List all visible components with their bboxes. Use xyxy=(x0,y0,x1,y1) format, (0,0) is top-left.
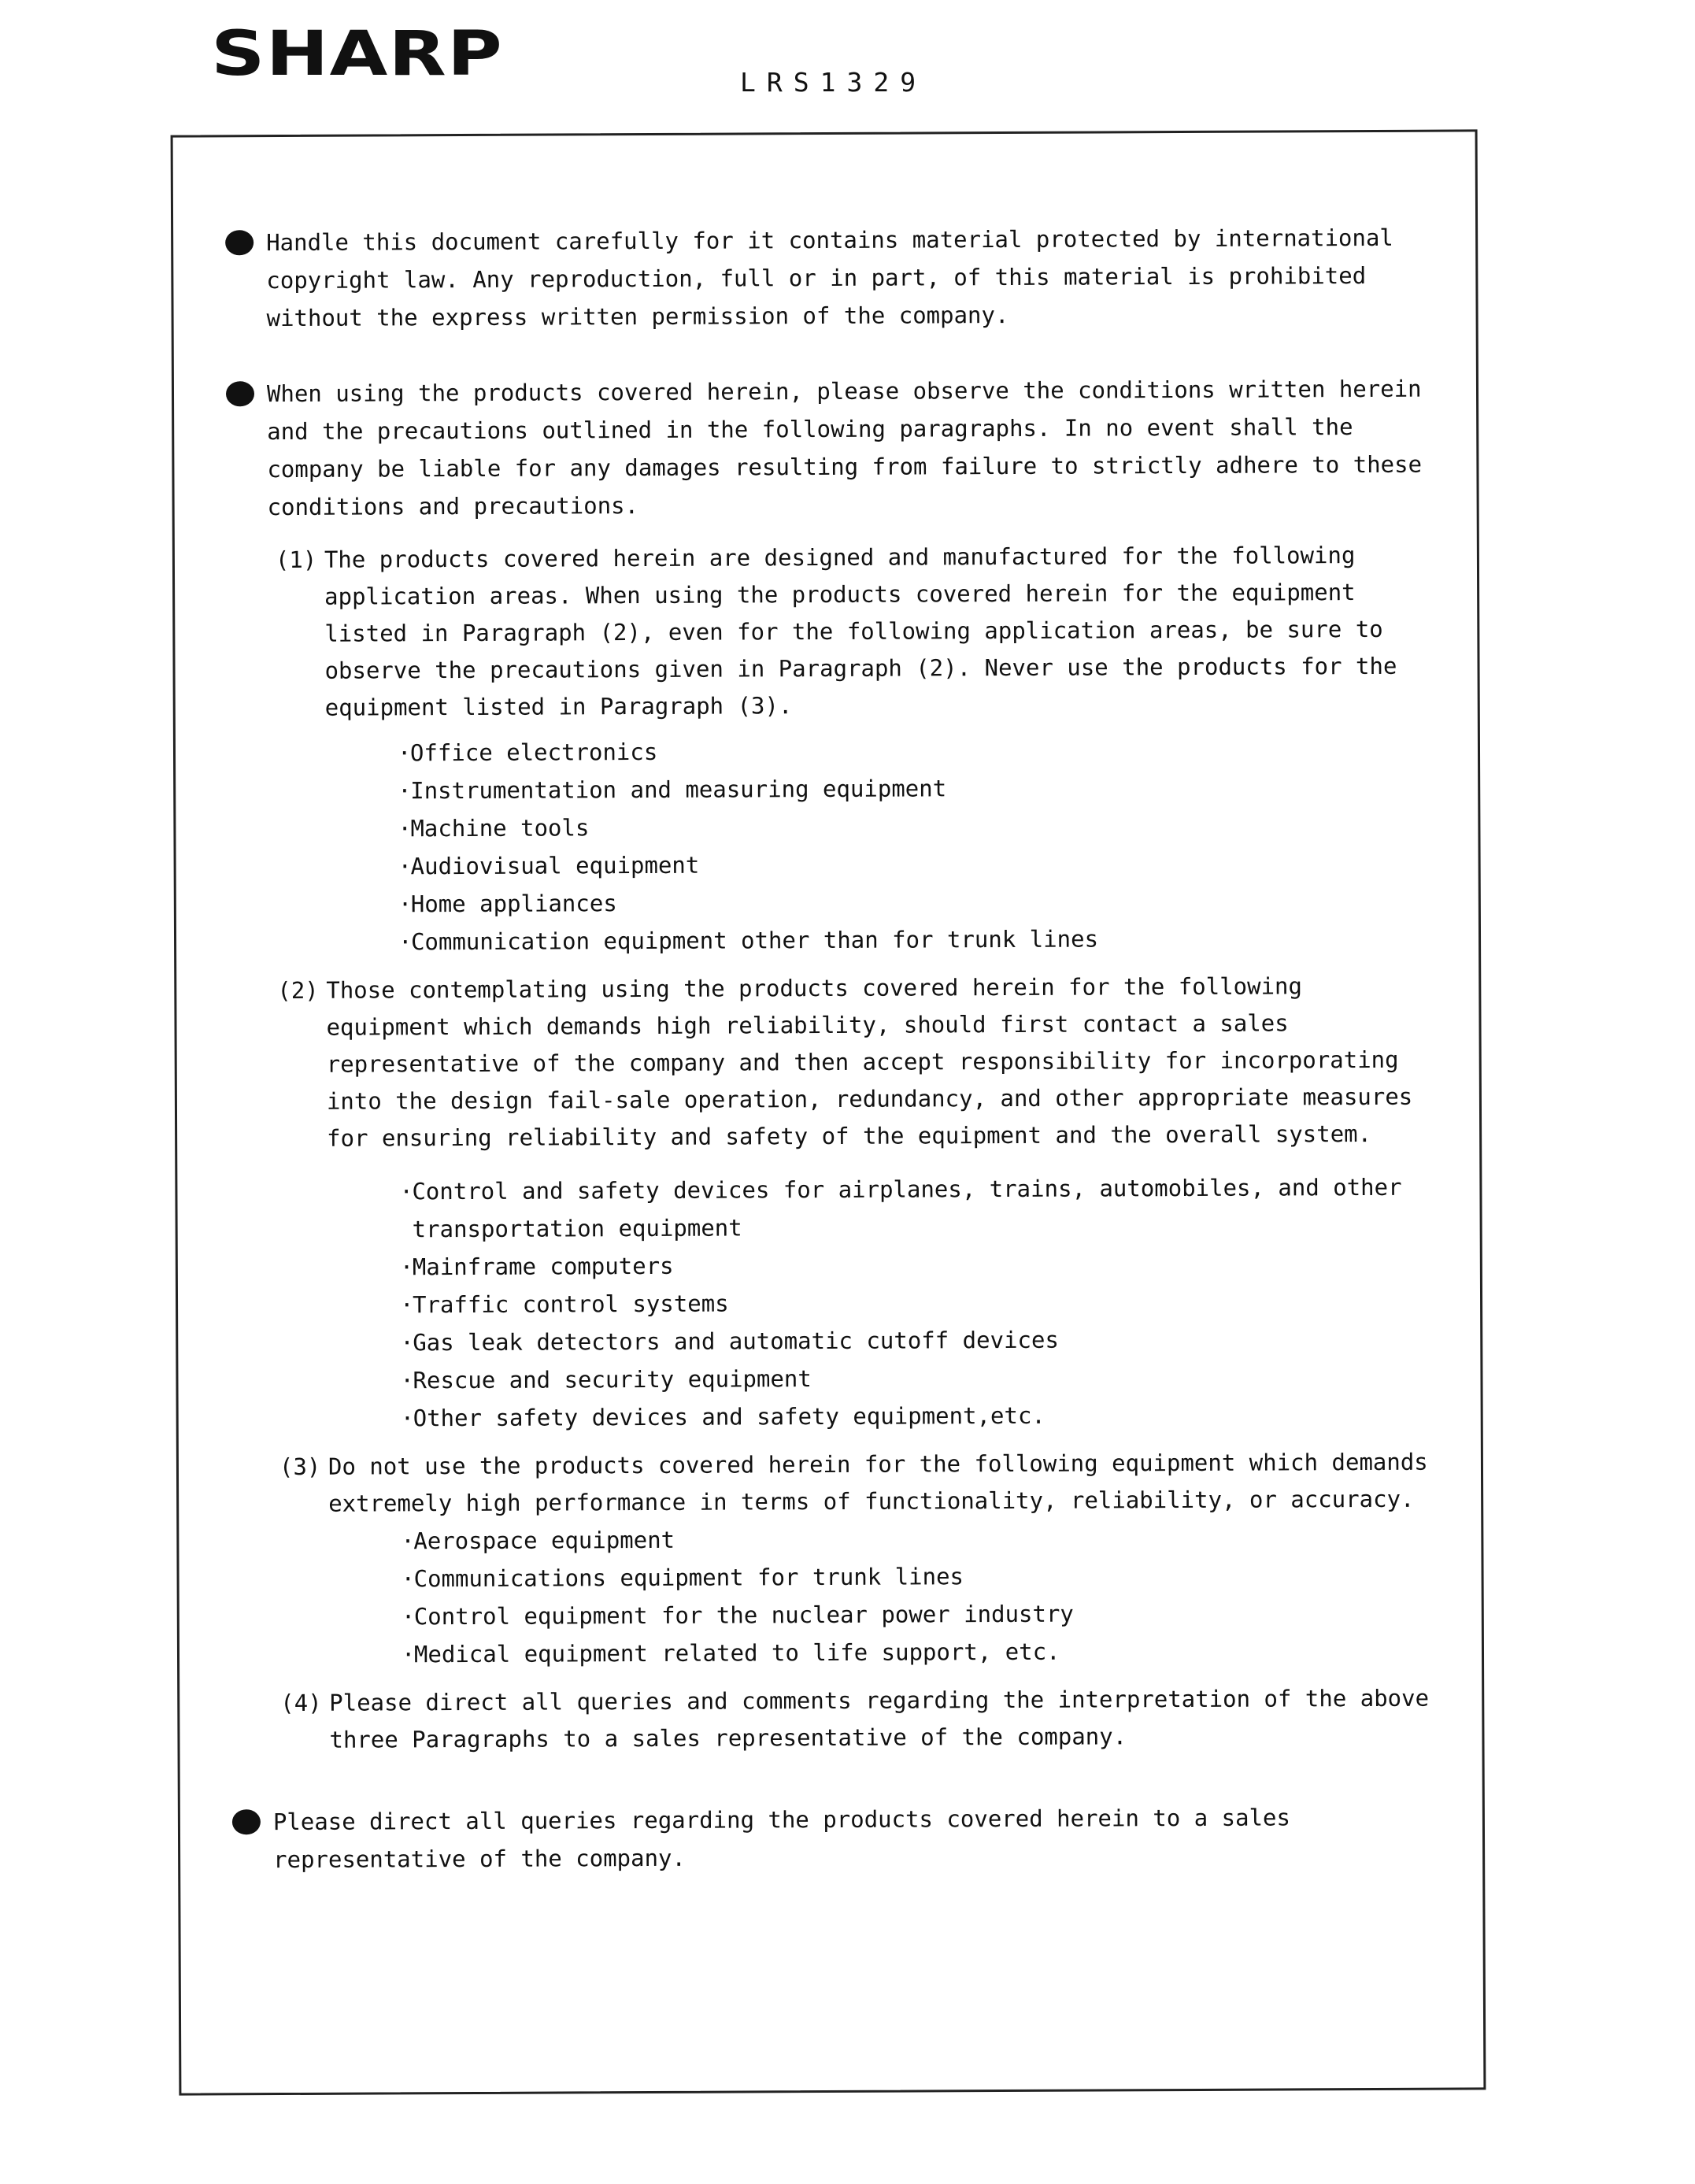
list-item: · Other safety devices and safety equipment,etc. xyxy=(401,1395,1441,1438)
copyright-notice xyxy=(225,219,1437,338)
high-reliability-equipment-list xyxy=(399,1168,1441,1438)
paragraph-3 xyxy=(279,1444,1442,1674)
prohibited-equipment-list xyxy=(401,1518,1442,1674)
paragraph-number: (1) xyxy=(275,546,317,574)
list-item: · Mainframe computers xyxy=(400,1244,1441,1286)
list-item: · Control and safety devices for airplanes, trains, automobiles, and other transportation equipment xyxy=(399,1168,1440,1249)
paragraph-text: Please direct all queries and comments regarding the interpretation of the above three Paragraphs to a sales representative of the company. xyxy=(329,1684,1430,1753)
paragraph-number: (4) xyxy=(280,1689,322,1717)
paragraph-text: Do not use the products covered herein for the following equipment which demands extremely high performance in terms of functionality, reliability, or accuracy. xyxy=(328,1448,1428,1517)
list-item: · Aerospace equipment xyxy=(401,1518,1441,1560)
list-item: · Communications equipment for trunk lines xyxy=(401,1556,1441,1598)
paragraph-2 xyxy=(277,968,1441,1438)
list-item: · Office electronics xyxy=(398,730,1438,772)
usage-conditions-text: When using the products covered herein, please observe the conditions written herein and the precautions outlined in the following paragraphs. In no event shall the company be liable for any damages resulting from failure to strictly adhere to these conditions and precautions. xyxy=(266,375,1423,521)
list-item: · Control equipment for the nuclear power industry xyxy=(402,1594,1442,1636)
bullet-dot-icon xyxy=(226,381,254,406)
sharp-logo: SHARP xyxy=(211,19,503,90)
notice-content xyxy=(225,219,1443,1879)
paragraph-number: (3) xyxy=(279,1453,321,1481)
list-item: · Home appliances xyxy=(398,881,1439,924)
copyright-text: Handle this document carefully for it contains material protected by international copyright law. Any reproduction, full or in part, of this material is prohibited without the express written permission of the company. xyxy=(266,224,1393,332)
bullet-dot-icon xyxy=(232,1809,261,1834)
document-number: LRS1329 xyxy=(740,67,927,98)
queries-text: Please direct all queries regarding the products covered herein to a sales representative of the company. xyxy=(272,1804,1291,1874)
list-item: · Audiovisual equipment xyxy=(398,843,1439,886)
list-item: · Communication equipment other than for trunk lines xyxy=(398,919,1439,961)
list-item: · Gas leak detectors and automatic cutoff devices xyxy=(400,1320,1441,1362)
paragraph-number: (2) xyxy=(277,976,319,1005)
list-item: · Rescue and security equipment xyxy=(400,1357,1441,1400)
list-item: · Machine tools xyxy=(398,805,1438,848)
paragraph-4 xyxy=(280,1680,1442,1759)
application-area-list xyxy=(398,730,1439,961)
paragraph-1 xyxy=(276,537,1439,961)
bullet-dot-icon xyxy=(225,230,254,255)
queries-notice xyxy=(232,1798,1443,1879)
paragraph-text: Those contemplating using the products covered herein for the following equipment which demands high reliability, should first contact a sales representative of the company and then accept responsibility for incorporating into the design fail-sale operation, redundancy, and other appropriate measures for ensuring reliability and safety of the equipment and the overall system. xyxy=(326,972,1413,1152)
paragraph-text: The products covered herein are designed and manufactured for the following application areas. When using the products covered herein for the equipment listed in Paragraph (2), even for the following application areas, be sure to observe the precautions given in Paragraph (2). Never use the products for the equipment listed in Paragraph (3). xyxy=(324,542,1397,721)
list-item: · Traffic control systems xyxy=(400,1282,1441,1324)
list-item: · Instrumentation and measuring equipment xyxy=(398,768,1438,810)
notice-frame xyxy=(171,129,1486,2095)
usage-conditions-notice xyxy=(226,370,1438,527)
list-item: · Medical equipment related to life support, etc. xyxy=(402,1631,1442,1674)
